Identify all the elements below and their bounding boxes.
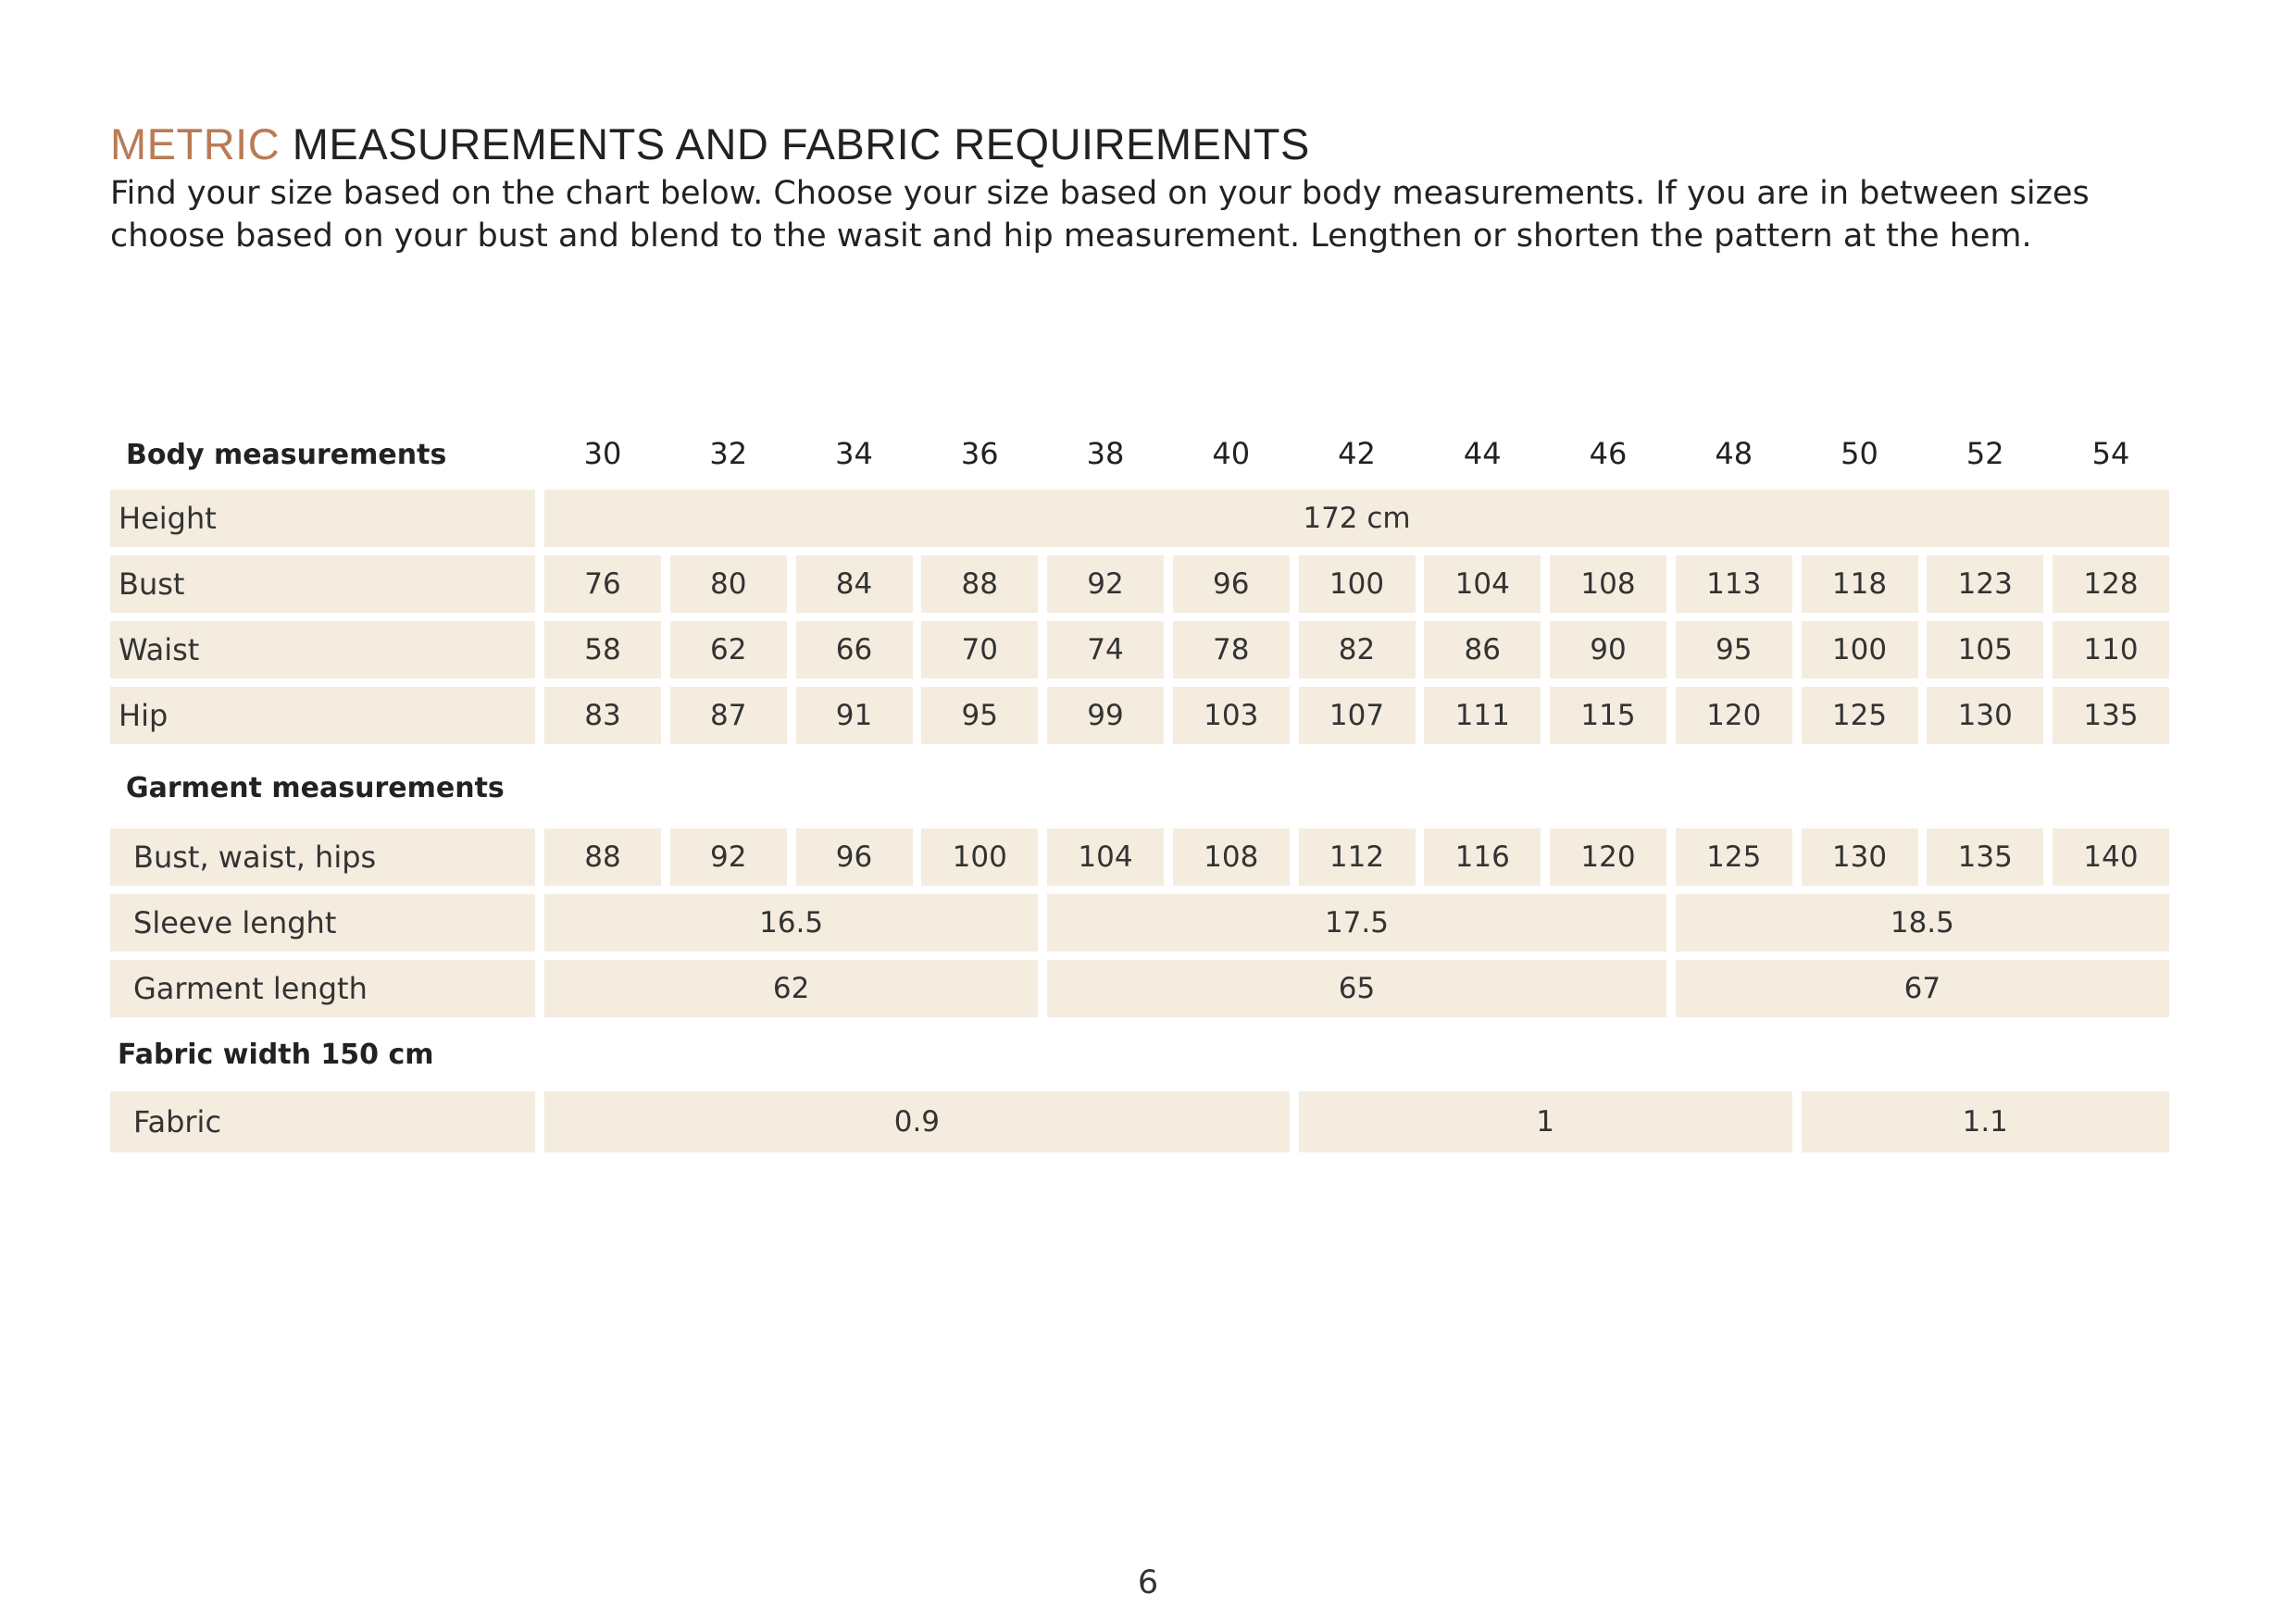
table-cell: 58 — [544, 621, 661, 678]
size-header: 50 — [1841, 436, 1878, 471]
size-header: 32 — [709, 436, 748, 471]
title-main: MEASUREMENTS AND FABRIC REQUIREMENTS — [292, 119, 1310, 168]
table-cell: 95 — [921, 687, 1038, 744]
table-cell: 120 — [1550, 828, 1666, 886]
table-cell: 80 — [670, 555, 787, 613]
table-cell: 107 — [1299, 687, 1416, 744]
table-cell: 96 — [1173, 555, 1290, 613]
table-cell: 128 — [2053, 555, 2169, 613]
title-accent: METRIC — [110, 119, 281, 168]
table-cell: 88 — [921, 555, 1038, 613]
table-cell: 82 — [1299, 621, 1416, 678]
size-header: 54 — [2091, 436, 2130, 471]
size-header: 30 — [583, 436, 622, 471]
table-cell: 112 — [1299, 828, 1416, 886]
table-cell: 125 — [1802, 687, 1918, 744]
table-cell: 91 — [796, 687, 913, 744]
table-cell: 125 — [1676, 828, 1792, 886]
table-cell: 108 — [1550, 555, 1666, 613]
row-label: Height — [110, 490, 535, 547]
table-cell: 99 — [1047, 687, 1164, 744]
body-measurements-header: Body measurements — [126, 439, 447, 471]
table-cell: 76 — [544, 555, 661, 613]
table-cell: 123 — [1927, 555, 2043, 613]
table-cell: 104 — [1047, 828, 1164, 886]
table-cell: 108 — [1173, 828, 1290, 886]
merged-cell: 1 — [1299, 1091, 1792, 1152]
table-cell: 62 — [670, 621, 787, 678]
row-label: Bust — [110, 555, 535, 613]
table-cell: 92 — [1047, 555, 1164, 613]
merged-cell: 67 — [1676, 960, 2169, 1017]
table-cell: 86 — [1424, 621, 1541, 678]
table-cell: 135 — [1927, 828, 2043, 886]
table-cell: 104 — [1424, 555, 1541, 613]
size-header: 46 — [1589, 436, 1628, 471]
table-cell: 135 — [2053, 687, 2169, 744]
size-header: 38 — [1086, 436, 1125, 471]
merged-cell: 18.5 — [1676, 894, 2169, 952]
table-cell: 83 — [544, 687, 661, 744]
size-header: 40 — [1212, 436, 1251, 471]
garment-measurements-header: Garment measurements — [126, 772, 505, 804]
page-title — [110, 118, 1310, 169]
table-cell: 87 — [670, 687, 787, 744]
row-label: Waist — [110, 621, 535, 678]
table-cell: 100 — [921, 828, 1038, 886]
table-cell: 90 — [1550, 621, 1666, 678]
size-header: 52 — [1965, 436, 2004, 471]
table-cell: 88 — [544, 828, 661, 886]
merged-cell: 172 cm — [544, 490, 2169, 547]
table-cell: 78 — [1173, 621, 1290, 678]
merged-cell: 16.5 — [544, 894, 1038, 952]
size-header: 44 — [1463, 436, 1502, 471]
table-cell: 140 — [2053, 828, 2169, 886]
row-label: Fabric — [110, 1091, 535, 1152]
intro-paragraph: Find your size based on the chart below. Choose your size based on your body measurements. If you are in between sizes choose based on your bust and blend to the wasit and hip measurement. Lengthen or shorten the pattern at the hem. — [110, 175, 2090, 255]
table-cell: 130 — [1927, 687, 2043, 744]
table-cell: 84 — [796, 555, 913, 613]
row-label: Hip — [110, 687, 535, 744]
page-number: 6 — [1137, 1564, 1159, 1601]
table-cell: 100 — [1802, 621, 1918, 678]
size-header: 34 — [835, 436, 873, 471]
table-cell: 111 — [1424, 687, 1541, 744]
merged-cell: 65 — [1047, 960, 1666, 1017]
merged-cell: 0.9 — [544, 1091, 1290, 1152]
row-label: Bust, waist, hips — [110, 828, 535, 886]
table-cell: 116 — [1424, 828, 1541, 886]
table-cell: 130 — [1802, 828, 1918, 886]
table-cell: 118 — [1802, 555, 1918, 613]
merged-cell: 1.1 — [1802, 1091, 2170, 1152]
table-cell: 95 — [1676, 621, 1792, 678]
table-cell: 70 — [921, 621, 1038, 678]
table-cell: 66 — [796, 621, 913, 678]
table-cell: 74 — [1047, 621, 1164, 678]
size-header: 42 — [1338, 436, 1376, 471]
table-cell: 103 — [1173, 687, 1290, 744]
table-cell: 110 — [2053, 621, 2169, 678]
table-cell: 105 — [1927, 621, 2043, 678]
size-header: 48 — [1715, 436, 1753, 471]
size-header: 36 — [960, 436, 999, 471]
merged-cell: 62 — [544, 960, 1038, 1017]
table-cell: 96 — [796, 828, 913, 886]
table-cell: 120 — [1676, 687, 1792, 744]
table-cell: 113 — [1676, 555, 1792, 613]
table-cell: 92 — [670, 828, 787, 886]
merged-cell: 17.5 — [1047, 894, 1666, 952]
fabric-width-header: Fabric width 150 cm — [118, 1039, 434, 1071]
row-label: Sleeve lenght — [110, 894, 535, 952]
table-cell: 100 — [1299, 555, 1416, 613]
table-cell: 115 — [1550, 687, 1666, 744]
row-label: Garment length — [110, 960, 535, 1017]
